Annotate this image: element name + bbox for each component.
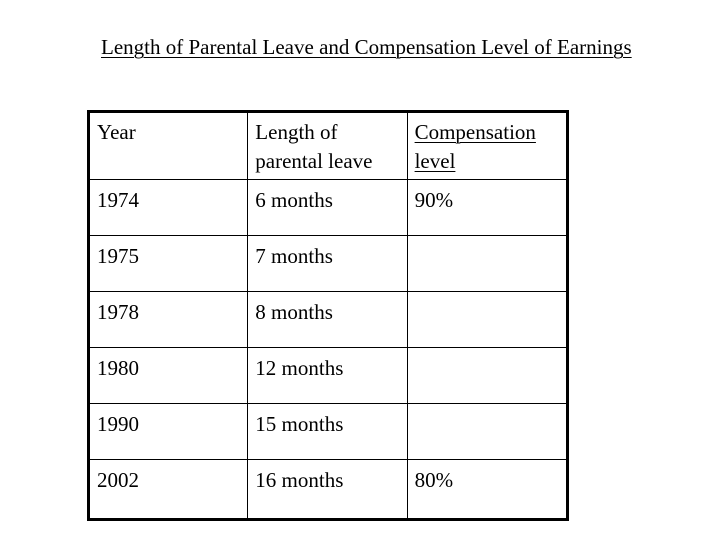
cell-year: 1975 <box>89 236 248 292</box>
table-row <box>89 180 568 236</box>
cell-compensation <box>407 404 567 460</box>
header-length-label: Length of parental leave <box>255 120 373 173</box>
cell-compensation: 90% <box>407 180 567 236</box>
table-row <box>89 236 568 292</box>
table-row <box>89 348 568 404</box>
table-row <box>89 292 568 348</box>
header-year: Year <box>89 112 248 180</box>
cell-length: 15 months <box>248 404 407 460</box>
header-length <box>248 112 407 180</box>
cell-year: 1974 <box>89 180 248 236</box>
parental-leave-table <box>87 110 569 521</box>
table-header-row <box>89 112 568 180</box>
page-title: Length of Parental Leave and Compensation Level of Earnings <box>101 35 632 59</box>
cell-year: 2002 <box>89 460 248 520</box>
cell-length: 8 months <box>248 292 407 348</box>
cell-compensation <box>407 348 567 404</box>
cell-year: 1990 <box>89 404 248 460</box>
cell-compensation <box>407 236 567 292</box>
cell-length: 12 months <box>248 348 407 404</box>
header-compensation <box>407 112 567 180</box>
cell-year: 1978 <box>89 292 248 348</box>
cell-compensation <box>407 292 567 348</box>
header-compensation-label: Compensation level <box>414 120 536 173</box>
cell-compensation: 80% <box>407 460 567 520</box>
cell-length: 6 months <box>248 180 407 236</box>
cell-year: 1980 <box>89 348 248 404</box>
cell-length: 16 months <box>248 460 407 520</box>
table-row <box>89 404 568 460</box>
cell-length: 7 months <box>248 236 407 292</box>
table-row <box>89 460 568 520</box>
